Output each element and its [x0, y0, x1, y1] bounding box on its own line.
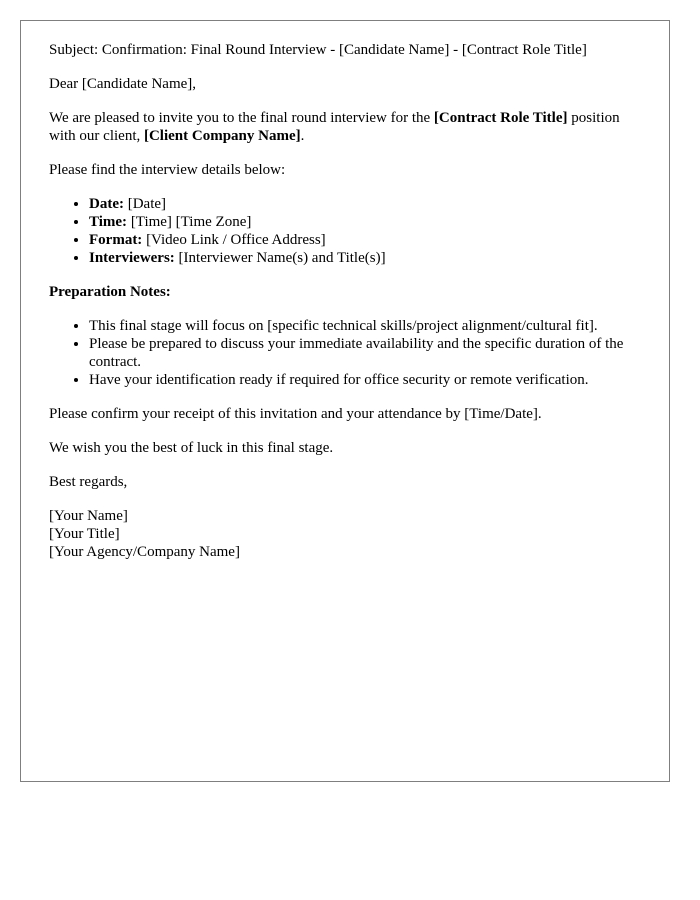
- preparation-list: [49, 317, 649, 389]
- prep-note: • This final stage will focus on [specific technical skills/project alignment/cultural fit].: [89, 317, 649, 335]
- detail-date: [89, 195, 649, 213]
- prep-note: • Please be prepared to discuss your immediate availability and the specific duration of the contract.: [89, 335, 649, 371]
- intro-text-2: position with our client,: [49, 110, 620, 144]
- intro-paragraph: [49, 109, 649, 145]
- detail-time: [89, 213, 649, 231]
- detail-interviewers: [89, 249, 649, 267]
- detail-label: Time:: [89, 214, 128, 230]
- detail-label: Interviewers:: [89, 250, 175, 266]
- detail-value: [Date]: [123, 196, 167, 212]
- preparation-heading: Preparation Notes:: [49, 284, 171, 300]
- letter-page: [20, 20, 670, 782]
- good-luck-paragraph: We wish you the best of luck in this final stage.: [49, 440, 334, 456]
- greeting: Dear [Candidate Name],: [49, 76, 197, 92]
- detail-value: [Video Link / Office Address]: [142, 232, 326, 248]
- detail-value: [Time] [Time Zone]: [127, 214, 252, 230]
- client-company: [Client Company Name]: [143, 128, 301, 144]
- detail-value: [Interviewer Name(s) and Title(s)]: [174, 250, 386, 266]
- signature-name: [Your Name]: [49, 508, 128, 524]
- details-list: [49, 195, 649, 267]
- role-title: [Contract Role Title]: [433, 110, 568, 126]
- detail-label: Format:: [89, 232, 143, 248]
- confirm-paragraph: Please confirm your receipt of this invitation and your attendance by [Time/Date].: [49, 406, 542, 422]
- closing: Best regards,: [49, 474, 128, 490]
- intro-text-1: We are pleased to invite you to the final round interview for the: [49, 110, 434, 126]
- details-intro: Please find the interview details below:: [49, 162, 286, 178]
- signature-company: [Your Agency/Company Name]: [49, 544, 240, 560]
- subject-line: Subject: Confirmation: Final Round Interview - [Candidate Name] - [Contract Role Title]: [49, 42, 587, 58]
- detail-format: [89, 231, 649, 249]
- prep-note: • Have your identification ready if required for office security or remote verification.: [89, 371, 649, 389]
- detail-label: Date:: [89, 196, 124, 212]
- signature-block: [49, 507, 649, 561]
- signature-title: [Your Title]: [49, 526, 120, 542]
- intro-text-3: .: [300, 128, 305, 144]
